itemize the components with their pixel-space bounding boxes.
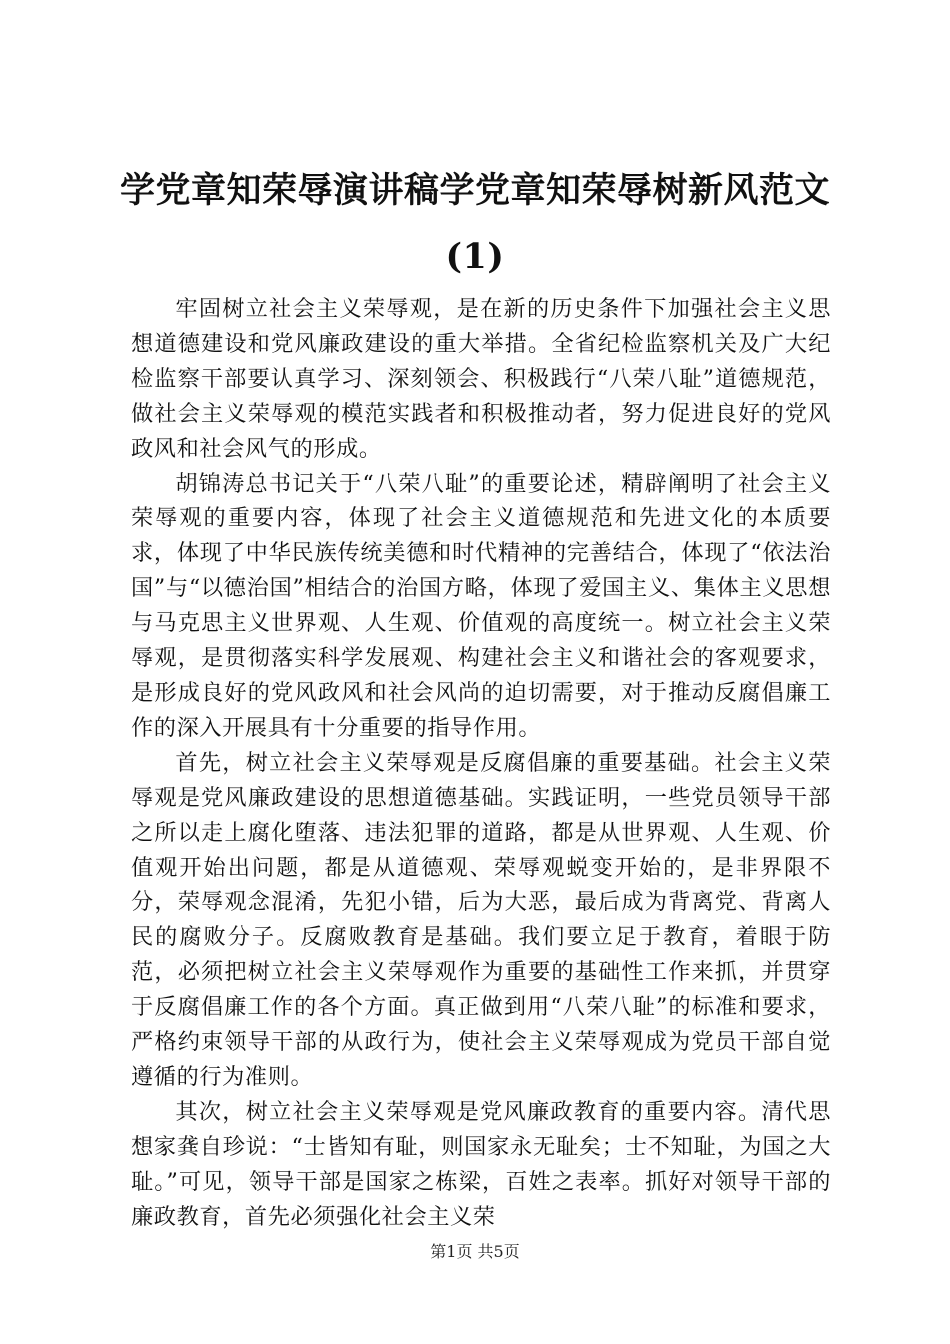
paragraph: 其次，树立社会主义荣辱观是党风廉政教育的重要内容。清代思想家龚自珍说：“士皆知有耻，则国家永无耻矣；士不知耻，为国之大耻。”可见，领导干部是国家之栋梁，百姓之表率。抓好对领导干部的廉政教育，首先必须强化社会主义荣 bbox=[131, 1098, 831, 1230]
document-title: 学党章知荣辱演讲稿学党章知荣辱树新风范文(1) bbox=[119, 170, 830, 277]
paragraph: 胡锦涛总书记关于“八荣八耻”的重要论述，精辟阐明了社会主义荣辱观的重要内容，体现了社会主义道德规范和先进文化的本质要求，体现了中华民族传统美德和时代精神的完善结合，体现了“依法治国”与“以德治国”相结合的治国方略，体现了爱国主义、集体主义思想与马克思主义世界观、人生观、价值观的高度统一。树立社会主义荣辱观，是贯彻落实科学发展观、构建社会主义和谐社会的客观要求，是形成良好的党风政风和社会风尚的迫切需要，对于推动反腐倡廉工作的深入开展具有十分重要的指导作用。 bbox=[131, 470, 831, 741]
paragraph: 首先，树立社会主义荣辱观是反腐倡廉的重要基础。社会主义荣辱观是党风廉政建设的思想道德基础。实践证明，一些党员领导干部之所以走上腐化堕落、违法犯罪的道路，都是从世界观、人生观、价值观开始出问题，都是从道德观、荣辱观蜕变开始的，是非界限不分，荣辱观念混淆，先犯小错，后为大恶，最后成为背离党、背离人民的腐败分子。反腐败教育是基础。我们要立足于教育，着眼于防范，必须把树立社会主义荣辱观作为重要的基础性工作来抓，并贯穿于反腐倡廉工作的各个方面。真正做到用“八荣八耻”的标准和要求，严格约束领导干部的从政行为，使社会主义荣辱观成为党员干部自觉遵循的行为准则。 bbox=[131, 749, 831, 1090]
document-body bbox=[131, 292, 831, 1234]
paragraph: 牢固树立社会主义荣辱观，是在新的历史条件下加强社会主义思想道德建设和党风廉政建设的重大举措。全省纪检监察机关及广大纪检监察干部要认真学习、深刻领会、积极践行“八荣八耻”道德规范，做社会主义荣辱观的模范实践者和积极推动者，努力促进良好的党风政风和社会风气的形成。 bbox=[131, 296, 831, 462]
page-footer: 第1页 共5页 bbox=[430, 1242, 520, 1261]
